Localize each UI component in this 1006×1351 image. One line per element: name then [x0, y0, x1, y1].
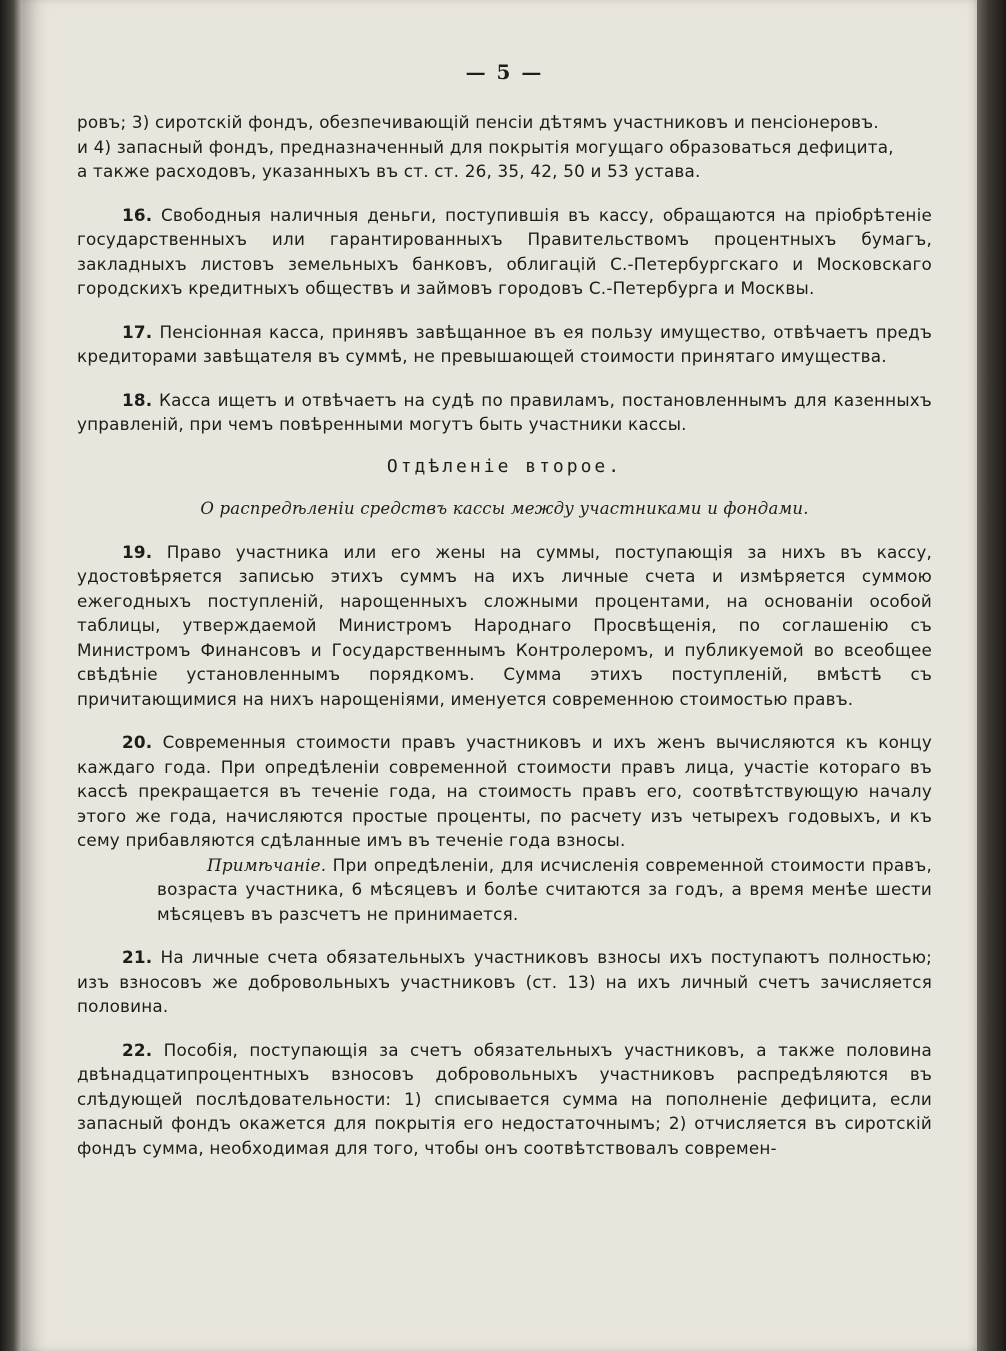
- article-19-number: 19.: [122, 541, 153, 562]
- article-17: [77, 320, 932, 369]
- intro-paragraph: [77, 110, 932, 184]
- section-title: Отдѣленіе второе.: [386, 455, 623, 477]
- intro-line-1: ровъ; 3) сиротскій фондъ, обезпечивающій пенсіи дѣтямъ участниковъ и пенсіонеровъ.: [77, 112, 879, 132]
- article-17-number: 17.: [122, 321, 153, 342]
- article-16-number: 16.: [122, 204, 153, 225]
- page-content: [77, 60, 932, 1160]
- note-text: При опредѣленіи, для исчисленія современной стоимости правъ, возраста участника, 6 мѣсяцевъ и болѣе считаются за годъ, а время менѣе шести мѣсяцевъ въ разсчетъ не принимается.: [157, 854, 932, 924]
- article-19-text: Право участника или его жены на суммы, поступающія за нихъ въ кассу, удостовѣряется записью этихъ суммъ на ихъ личные счета и измѣряется суммою ежегодныхъ поступленій, нарощенныхъ сложными процентами, на основаніи особой таблицы, утверждаемой Министромъ Народнаго Просвѣщенія, по соглашенію съ Министромъ Финансовъ и Государственнымъ Контролеромъ, и публикуемой во всеобщее свѣдѣніе установленнымъ порядкомъ. Сумма этихъ поступленій, вмѣстѣ съ причитающимися на нихъ нарощеніями, именуется современною стоимостью правъ.: [77, 541, 932, 709]
- article-18: [77, 388, 932, 437]
- intro-line-2: и 4) запасный фондъ, предназначенный для покрытія могущаго образоваться дефицита,: [77, 136, 894, 157]
- article-20-text: Современныя стоимости правъ участниковъ и ихъ женъ вычисляются къ концу каждаго года. При опредѣленіи современной стоимости правъ лица, участіе котораго въ кассѣ прекращается въ теченіе года, на стоимость правъ его, соотвѣтствующую началу этого же года, начисляются простые проценты, по расчету изъ четырехъ годовыхъ, и къ сему прибавляются сдѣланные имъ въ теченіе года взносы.: [77, 732, 932, 850]
- article-22-number: 22.: [122, 1039, 153, 1060]
- article-20-note: [77, 853, 932, 927]
- article-20-number: 20.: [122, 732, 153, 752]
- article-16: [77, 203, 932, 301]
- article-20: [77, 730, 932, 853]
- article-21: [77, 945, 932, 1019]
- book-edge-right: [977, 0, 1006, 1351]
- article-22: [77, 1038, 932, 1161]
- book-page: [22, 0, 977, 1351]
- note-label: Примѣчаніе.: [207, 854, 327, 875]
- article-17-text: Пенсіонная касса, принявъ завѣщанное въ ея пользу имущество, отвѣчаетъ предъ кредиторами завѣщателя въ суммѣ, не превышающей стоимости принятаго имущества.: [77, 321, 932, 366]
- article-18-number: 18.: [122, 389, 153, 410]
- article-21-text: На личные счета обязательныхъ участниковъ взносы ихъ поступаютъ полностью; изъ взносовъ же добровольныхъ участниковъ (ст. 13) на ихъ личный счетъ зачисляется половина.: [77, 947, 932, 1016]
- article-18-text: Касса ищетъ и отвѣчаетъ на судѣ по правиламъ, постановленнымъ для казенныхъ управленій, при чемъ повѣренными могутъ быть участники кассы.: [77, 389, 932, 434]
- article-22-text: Пособія, поступающія за счетъ обязательныхъ участниковъ, а также половина двѣнадцатипроцентныхъ взносовъ добровольныхъ участниковъ распредѣляются въ слѣдующей послѣдовательности: 1) списывается сумма на пополненіе дефицита, если запасный фондъ окажется для покрытія его недостаточнымъ; 2) отчисляется въ сиротскій фондъ сумма, необходимая для того, чтобы онъ соотвѣтствовалъ современ-: [77, 1039, 932, 1158]
- article-21-number: 21.: [122, 947, 153, 967]
- previous-page-edge: [0, 0, 22, 1351]
- article-16-text: Свободныя наличныя деньги, поступившія въ кассу, обращаются на пріобрѣтеніе государственныхъ или гарантированныхъ Правительствомъ процентныхъ бумагъ, закладныхъ листовъ земельныхъ банковъ, облигацій С.-Петербургскаго и Московскаго городскихъ кредитныхъ обществъ и займовъ городовъ С.-Петербурга и Москвы.: [77, 204, 932, 298]
- page-number: — 5 —: [465, 60, 544, 84]
- intro-line-3: а также расходовъ, указанныхъ въ ст. ст. 26, 35, 42, 50 и 53 устава.: [77, 161, 701, 181]
- article-19: [77, 540, 932, 712]
- section-subtitle: О распредѣленіи средствъ кассы между участниками и фондами.: [200, 498, 809, 518]
